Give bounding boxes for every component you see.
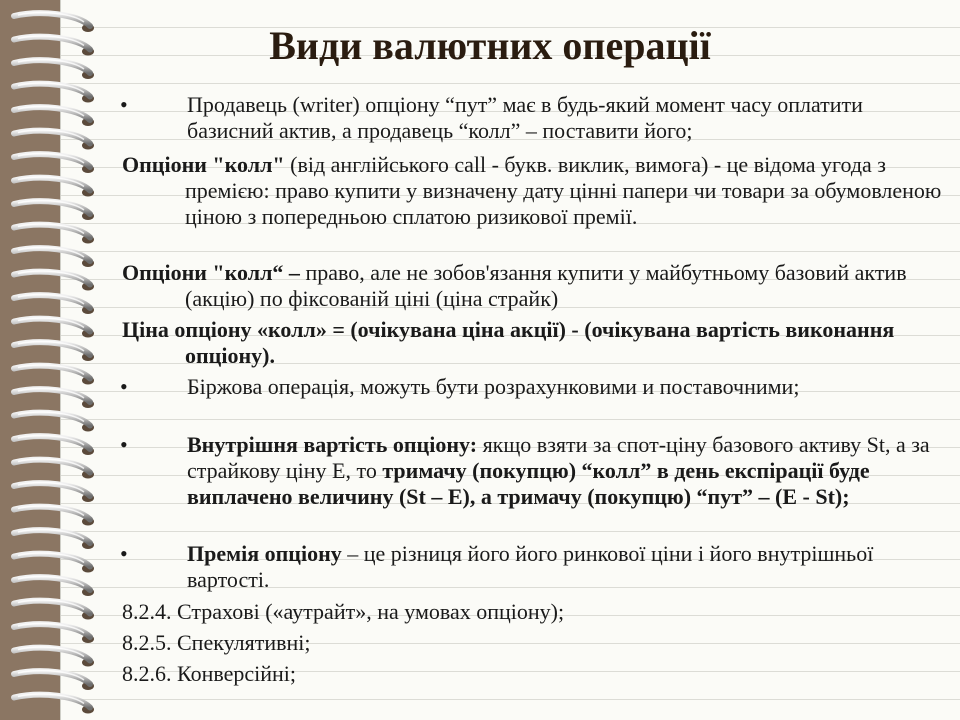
bullet-intrinsic-value: [187, 432, 947, 510]
paragraph-call-price-formula: [122, 317, 960, 369]
bullet-dot: •: [120, 92, 128, 117]
bold-term: Опціони "колл“ –: [122, 260, 300, 285]
bullet-text: Біржова операція, можуть бути розрахунковими и поставочними;: [187, 374, 800, 399]
bullet-dot: •: [120, 374, 128, 399]
bullet-option-premium: [187, 541, 947, 593]
spiral-binding: [0, 0, 110, 720]
bold-term: Премія опціону: [187, 541, 342, 566]
bullet-writer-obligation: [187, 92, 947, 144]
line-conversion: 8.2.6. Конверсійні;: [122, 661, 297, 686]
bullet-text: – це різниця його його ринкової ціни і його внутрішньої вартості.: [187, 541, 874, 592]
bold-term: Опціони "колл": [122, 152, 285, 177]
slide-content: [60, 0, 940, 720]
bullet-text: Продавець (writer) опціону “пут” має в будь-який момент часу оплатити базисний актив, а продавець “колл” – поставити його;: [187, 92, 863, 143]
paragraph-call-right: [122, 260, 960, 312]
line-insurance: 8.2.4. Страхові («аутрайт», на умовах опціону);: [122, 599, 565, 624]
paragraph-text: (від англійського call - букв. виклик, вимога) - це відома угода з премією: право купити у визначену дату цінні папери чи товари за обумовленою ціною з попередньою сплатою ризикової премії.: [185, 152, 942, 229]
slide-title: Види валютних операції: [269, 23, 711, 68]
paragraph-call-definition: [122, 152, 960, 230]
paragraph-text: право, але не зобов'язання купити у майбутньому базовий актив (акцію) по фіксованій ціні (ціна страйк): [185, 260, 907, 311]
line-speculative: 8.2.5. Спекулятивні;: [122, 630, 311, 655]
bullet-exchange-operation: [187, 374, 947, 400]
bold-term: Внутрішня вартість опціону:: [187, 432, 478, 457]
bold-formula: Ціна опціону «колл» = (очікувана ціна акції) - (очікувана вартість виконання опціону).: [122, 317, 895, 368]
bullet-dot: •: [120, 432, 128, 457]
bold-text: тримачу (покупцю) “колл” в день експірації буде виплачено величину (St – E), а тримачу (покупцю) “пут” – (E - St);: [187, 458, 870, 509]
bullet-dot: •: [120, 541, 128, 566]
bullet-text: якщо взяти за спот-ціну базового активу St, а за страйкову ціну E, то: [187, 432, 930, 483]
